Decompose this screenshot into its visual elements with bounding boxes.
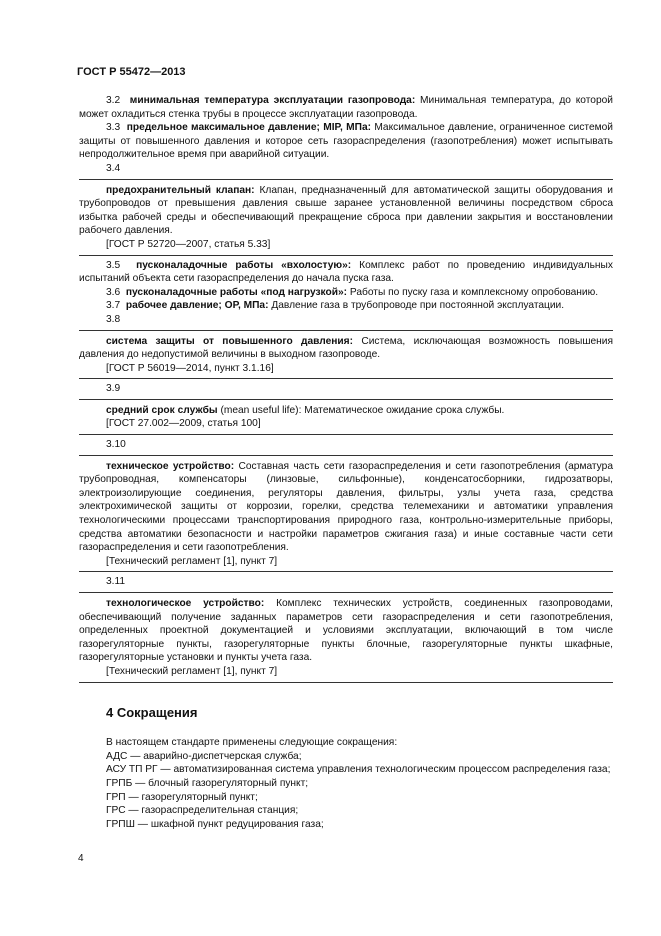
term-number-3-11: 3.11 [106,576,126,588]
term-source: [ГОСТ 27.002—2009, статья 100] [106,418,261,430]
document-header: ГОСТ Р 55472—2013 [77,66,186,78]
abbreviation-item: ГРС — газораспределительная станция; [106,805,299,817]
term-number-3-8: 3.8 [106,313,121,325]
term-3-7: 3.7 рабочее давление; ОР, МПа: Давление газа в трубопроводе при постоянной эксплуатации. [106,300,565,312]
term-3-3: 3.3 предельное максимальное давление; MIP, МПа: Максимальное давление, ограниченное системой защиты от повышенного давления и которое сеть газораспределения (газопотребления) может испытывать непродолжительное время при аварийной ситуации. [79,122,613,161]
abbreviation-item: ГРПБ — блочный газорегуляторный пункт; [106,777,309,789]
abbreviation-list [79,750,613,832]
term-3-2: 3.2 минимальная температура эксплуатации газопровода: Минимальная температура, до которой может охладиться стенка трубы в процессе эксплуатации газопровода. [79,95,613,120]
term-3-10-box: техническое устройство: Составная часть сети газораспределения и сети газопотребления (арматура трубопроводная, компенсаторы (линзовые, сильфонные), конденсатосборники, гидрозатворы, электроизолирующие соединения, регуляторы давления, фильтры, узлы учета газа, средства электрохимической защиты от коррозии, горелки, средства телемеханики и автоматики управления технологическими процессами транспортирования природного газа, контрольно-измерительные приборы, средства автоматики безопасности и настройки параметров сжигания газа) и иные составные части сети газораспределения и сети газопотребления. [Технический регламент [1], пункт 7] [79,455,613,573]
abbreviation-item: АДС — аварийно-диспетчерская служба; [106,750,302,762]
term-3-8-box: система защиты от повышенного давления: Система, исключающая возможность повышения давления до недопустимой величины в выходном газопроводе. [ГОСТ Р 56019—2014, пункт 3.1.16] [79,330,613,380]
document-body [79,94,613,831]
section-title: 4 Сокращения [106,704,198,720]
term-source: [ГОСТ Р 52720—2007, статья 5.33] [106,238,271,250]
term-number-3-9: 3.9 [106,383,121,395]
term-source: [Технический регламент [1], пункт 7] [106,665,278,677]
term-3-9-box: средний срок службы (mean useful life): Математическое ожидание срока службы. [ГОСТ 27.002—2009, статья 100] [79,399,613,435]
section-intro: В настоящем стандарте применены следующие сокращения: [106,737,398,749]
term-3-6: 3.6 пусконаладочные работы «под нагрузкой»: Работы по пуску газа и комплексному опробованию. [106,286,599,298]
term-source: [Технический регламент [1], пункт 7] [106,555,278,567]
abbreviation-item: ГРП — газорегуляторный пункт; [106,791,258,803]
term-source: [ГОСТ Р 56019—2014, пункт 3.1.16] [106,362,274,374]
term-3-4-box: предохранительный клапан: Клапан, предназначенный для автоматической защиты оборудования и трубопроводов от превышения давления свыше заранее установленной величины посредством сброса избытка рабочей среды и обеспечивающий прекращение сброса при давлении закрытия и восстановлении рабочего давления. [ГОСТ Р 52720—2007, статья 5.33] [79,179,613,256]
abbreviation-item: АСУ ТП РГ — автоматизированная система управления технологическим процессом распределения газа; [106,764,611,776]
term-number-3-10: 3.10 [106,439,126,451]
term-3-5: 3.5 пусконаладочные работы «вхолостую»: Комплекс работ по проведению индивидуальных испытаний объекта сети газораспределения до начала пуска газа. [79,259,613,285]
term-number-3-4: 3.4 [106,162,121,174]
term-3-11-box: технологическое устройство: Комплекс технических устройств, соединенных газопроводами, обеспечивающий получение заданных параметров сети газораспределения и сети газопотребления, определенных проектной документацией и условиями эксплуатации, включающий в том числе газорегуляторные пункты, газорегуляторные пункты блочные, газорегуляторные пункты шкафные, газорегуляторные установки и пункты учета газа. [Технический регламент [1], пункт 7] [79,592,613,683]
abbreviation-item: ГРПШ — шкафной пункт редуцирования газа; [106,818,324,830]
page-number: 4 [78,853,84,864]
